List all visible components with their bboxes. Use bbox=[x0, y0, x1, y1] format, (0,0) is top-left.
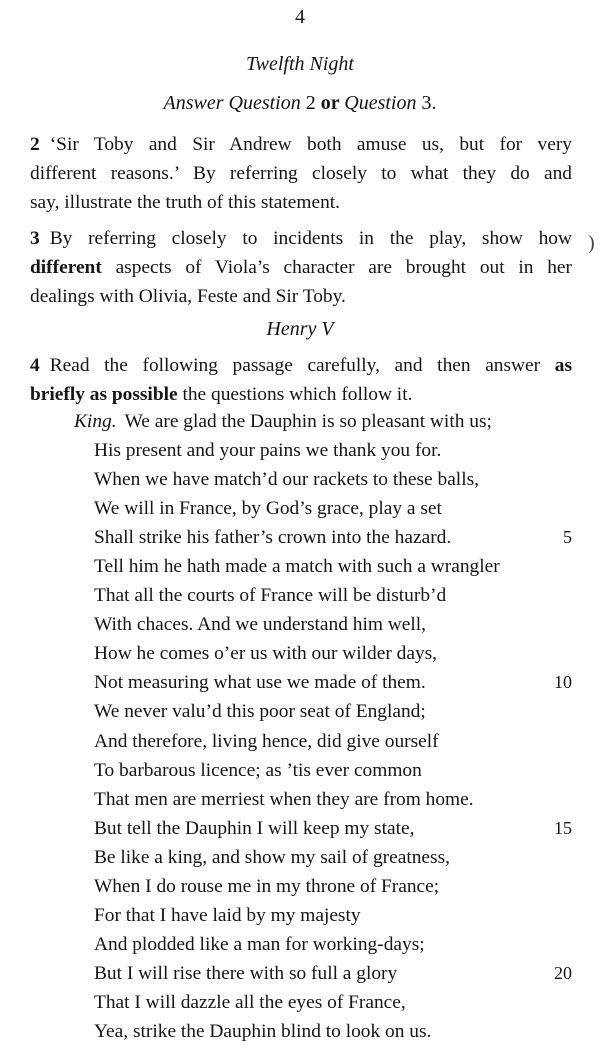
verse-line bbox=[74, 756, 584, 785]
verse-text bbox=[94, 872, 439, 901]
verse-text bbox=[94, 494, 442, 523]
verse-line bbox=[74, 697, 584, 726]
question-3-line: dealings with Olivia, Feste and Sir Toby. bbox=[30, 286, 346, 307]
verse-text bbox=[94, 930, 425, 959]
question-3-text: aspects of Viola’s character are brought out in her bbox=[101, 257, 572, 278]
question-2-text: ‘Sir Toby and Sir Andrew both amuse us, but for very bbox=[49, 134, 572, 155]
verse-text bbox=[94, 814, 414, 843]
question-2 bbox=[30, 130, 572, 217]
verse-line bbox=[74, 872, 584, 901]
verse-line bbox=[74, 523, 584, 552]
question-number: 2 bbox=[30, 134, 40, 155]
verse-line bbox=[74, 436, 584, 465]
verse-line-text: That all the courts of France will be disturb’d bbox=[94, 585, 447, 607]
verse-line bbox=[74, 610, 584, 639]
verse-line-text: When we have match’d our rackets to these balls, bbox=[94, 469, 479, 491]
verse-line-text: Yea, strike the Dauphin blind to look on us. bbox=[94, 1020, 432, 1042]
line-number: 20 bbox=[554, 962, 572, 983]
verse-text bbox=[94, 639, 437, 668]
emphasis-briefly: briefly as possible bbox=[30, 384, 178, 405]
question-4-line bbox=[30, 351, 572, 380]
verse-line bbox=[74, 407, 584, 436]
verse-line-text: Tell him he hath made a match with such a wrangler bbox=[94, 556, 500, 578]
verse-text bbox=[94, 523, 451, 552]
verse-line-text: Shall strike his father’s crown into the hazard. bbox=[94, 527, 452, 549]
verse-text bbox=[94, 756, 422, 785]
verse-line-text: And therefore, living hence, did give ourself bbox=[94, 730, 439, 752]
verse-line-text: But I will rise there with so full a glory bbox=[94, 962, 398, 984]
question-3-line bbox=[30, 224, 572, 253]
verse-line bbox=[74, 727, 584, 756]
verse-line-text: That men are merriest when they are from home. bbox=[94, 788, 474, 810]
line-number: 10 bbox=[554, 672, 572, 693]
verse-line bbox=[74, 494, 584, 523]
question-number: 3 bbox=[30, 228, 40, 249]
verse-text bbox=[94, 465, 479, 494]
verse-text bbox=[94, 610, 426, 639]
question-2-line bbox=[30, 130, 572, 159]
verse-line-text: To barbarous licence; as ’tis ever common bbox=[94, 759, 422, 781]
verse-line-text: We are glad the Dauphin is so pleasant with us; bbox=[124, 411, 492, 432]
question-3 bbox=[30, 224, 572, 311]
verse-line bbox=[74, 930, 584, 959]
verse-line bbox=[74, 668, 584, 697]
verse-text bbox=[94, 436, 441, 465]
answer-instruction bbox=[0, 92, 600, 115]
verse-text bbox=[94, 901, 361, 930]
verse-line-text: We never valu’d this poor seat of England; bbox=[94, 701, 426, 723]
instruction-or: or bbox=[315, 92, 345, 114]
verse-line-text: And plodded like a man for working-days; bbox=[94, 933, 425, 955]
question-4-text: the questions which follow it. bbox=[177, 384, 413, 405]
verse-line bbox=[74, 814, 584, 843]
verse-line bbox=[74, 959, 584, 988]
verse-text bbox=[94, 727, 439, 756]
verse-line-text: How he comes o’er us with our wilder days, bbox=[94, 643, 438, 665]
verse-text bbox=[94, 959, 397, 988]
verse-line-text: But tell the Dauphin I will keep my state, bbox=[94, 817, 415, 839]
verse-line-text: We will in France, by God’s grace, play a set bbox=[94, 498, 442, 520]
verse-line bbox=[74, 639, 584, 668]
question-2-line: different reasons.’ By referring closely to what they do and bbox=[30, 163, 572, 184]
line-number: 15 bbox=[554, 817, 572, 838]
verse-passage bbox=[74, 407, 584, 1046]
verse-text bbox=[94, 843, 450, 872]
line-number: 5 bbox=[563, 527, 572, 548]
question-3-line bbox=[30, 253, 572, 282]
verse-line bbox=[74, 901, 584, 930]
verse-text bbox=[94, 1017, 431, 1046]
emphasis-different: different bbox=[30, 257, 102, 278]
page-number: 4 bbox=[295, 6, 305, 28]
verse-line-text: Not measuring what use we made of them. bbox=[94, 672, 426, 694]
verse-line bbox=[74, 988, 584, 1017]
question-2-line: say, illustrate the truth of this statement. bbox=[30, 192, 341, 213]
verse-text bbox=[94, 581, 446, 610]
verse-text bbox=[94, 697, 426, 726]
verse-line-text: When I do rouse me in my throne of France; bbox=[94, 875, 440, 897]
instruction-num1: 2 bbox=[305, 92, 316, 114]
verse-line-text: For that I have laid by my majesty bbox=[94, 904, 361, 926]
verse-text bbox=[94, 785, 474, 814]
emphasis-as: as bbox=[554, 355, 572, 376]
verse-text bbox=[94, 988, 406, 1017]
instruction-num2: 3. bbox=[421, 92, 437, 114]
instruction-part1: Answer Question bbox=[163, 92, 306, 114]
verse-line bbox=[74, 1017, 584, 1046]
verse-text bbox=[94, 668, 426, 697]
margin-mark: ) bbox=[588, 232, 595, 254]
verse-line-text: That I will dazzle all the eyes of France, bbox=[94, 991, 406, 1013]
verse-line bbox=[74, 581, 584, 610]
instruction-part2: Question bbox=[344, 92, 422, 114]
section-title-twelfth-night: Twelfth Night bbox=[246, 53, 354, 75]
verse-text bbox=[74, 407, 492, 436]
question-number: 4 bbox=[30, 355, 40, 376]
verse-line-text: With chaces. And we understand him well, bbox=[94, 614, 427, 636]
verse-line bbox=[74, 552, 584, 581]
verse-line-text: His present and your pains we thank you for. bbox=[94, 440, 442, 462]
verse-line bbox=[74, 843, 584, 872]
speaker-name: King. bbox=[74, 411, 117, 432]
verse-line-text: Be like a king, and show my sail of greatness, bbox=[94, 846, 450, 868]
verse-text bbox=[94, 552, 500, 581]
question-4-line bbox=[30, 380, 572, 409]
section-title-henry-v: Henry V bbox=[266, 318, 334, 340]
verse-line bbox=[74, 785, 584, 814]
question-4-text: Read the following passage carefully, and then answer bbox=[49, 355, 555, 376]
verse-line bbox=[74, 465, 584, 494]
question-3-text: By referring closely to incidents in the play, show how bbox=[49, 228, 572, 249]
question-4 bbox=[30, 351, 572, 409]
